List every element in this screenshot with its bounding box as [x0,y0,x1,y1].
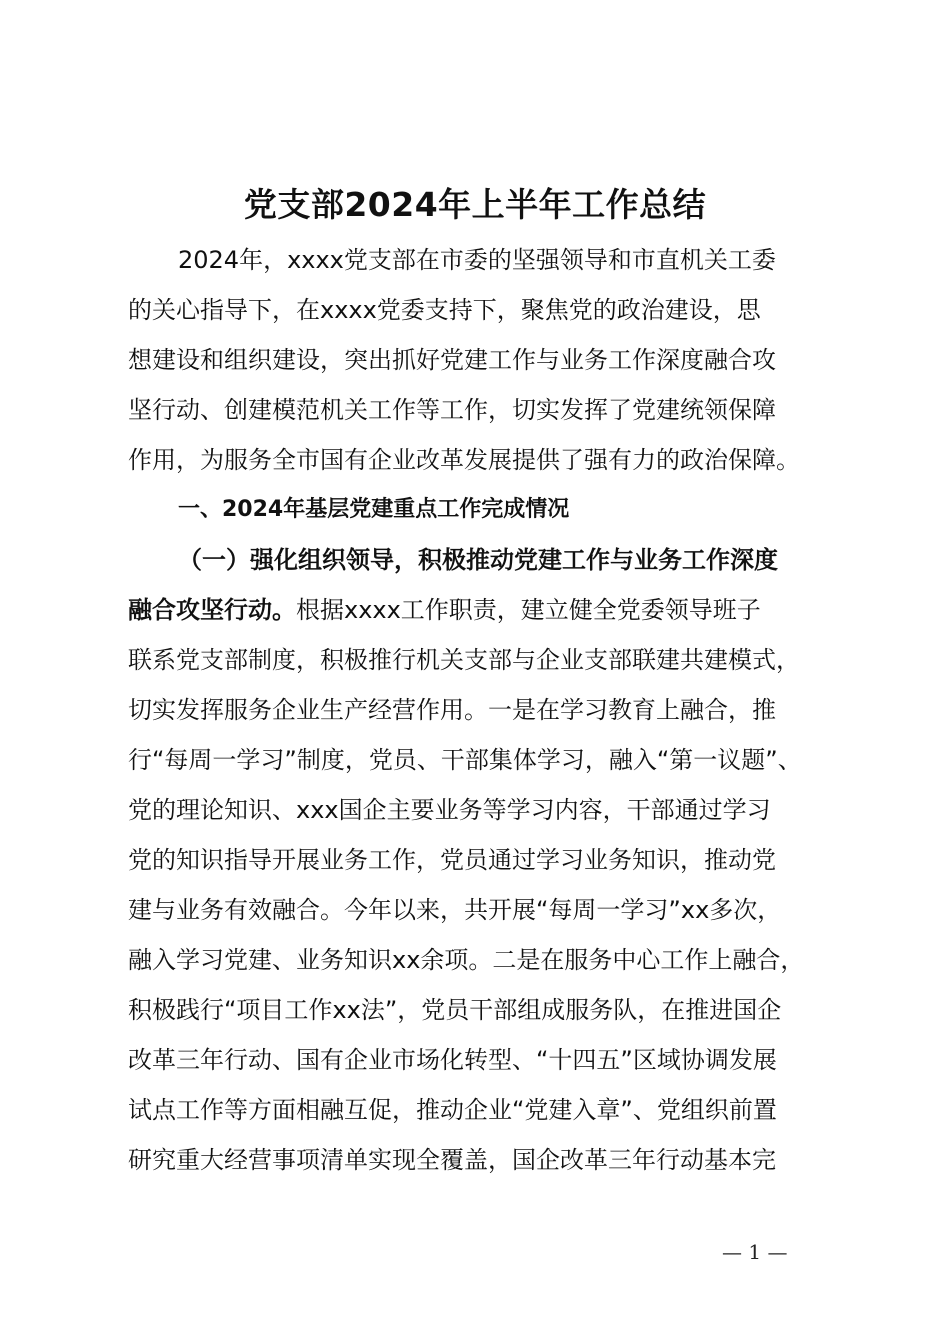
body-line: 建与业务有效融合。今年以来，共开展“每周一学习”xx多次， [128,896,782,924]
section-heading: 一、2024年基层党建重点工作完成情况 [178,497,570,522]
subsection-heading: （一）强化组织领导，积极推动党建工作与业务工作深度 [178,546,778,574]
document-body [128,235,832,1185]
subsection-line-text: 根据xxxx工作职责，建立健全党委领导班子 [296,596,761,624]
subsection-heading-end: 融合攻坚行动。 [128,596,296,624]
body-line: 党的知识指导开展业务工作，党员通过学习业务知识，推动党 [128,846,776,874]
body-line: 党的理论知识、xxx国企主要业务等学习内容，干部通过学习 [128,796,771,824]
body-line: 改革三年行动、国有企业市场化转型、“十四五”区域协调发展 [128,1046,777,1074]
body-line: 试点工作等方面相融互促，推动企业“党建入章”、党组织前置 [128,1096,777,1124]
intro-line: 2024年，xxxx党支部在市委的坚强领导和市直机关工委 [178,246,776,274]
body-line: 积极践行“项目工作xx法”，党员干部组成服务队，在推进国企 [128,996,782,1024]
body-line: 联系党支部制度，积极推行机关支部与企业支部联建共建模式， [128,646,800,674]
body-line: 研究重大经营事项清单实现全覆盖，国企改革三年行动基本完 [128,1146,776,1174]
document-title: 党支部2024年上半年工作总结 [243,185,707,224]
intro-line: 想建设和组织建设，突出抓好党建工作与业务工作深度融合攻 [128,346,776,374]
page-number: — 1 — [722,1240,788,1264]
body-line: 融入学习党建、业务知识xx余项。二是在服务中心工作上融合， [128,946,805,974]
body-line: 切实发挥服务企业生产经营作用。一是在学习教育上融合，推 [128,696,776,724]
subsection-line [128,585,832,635]
body-line: 行“每周一学习”制度，党员、干部集体学习，融入“第一议题”、 [128,746,802,774]
intro-line: 作用，为服务全市国有企业改革发展提供了强有力的政治保障。 [128,446,800,474]
intro-line: 坚行动、创建模范机关工作等工作，切实发挥了党建统领保障 [128,396,776,424]
intro-line: 的关心指导下，在xxxx党委支持下，聚焦党的政治建设，思 [128,296,761,324]
